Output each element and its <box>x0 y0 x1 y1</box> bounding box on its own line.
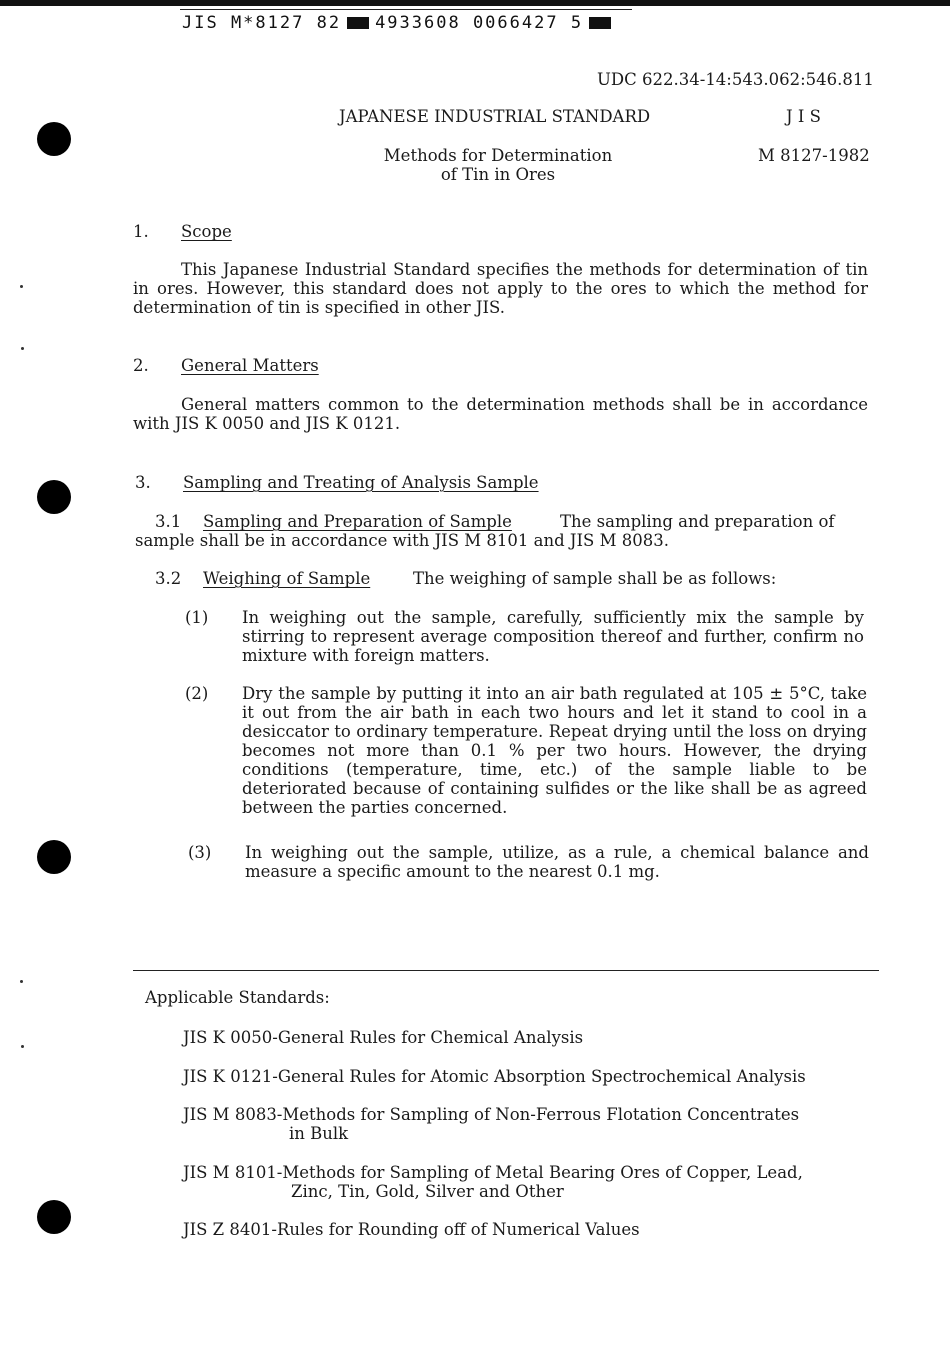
doc-title-line2: of Tin in Ores <box>440 165 556 184</box>
section-heading-general: General Matters <box>181 356 319 375</box>
scan-speck <box>20 285 23 288</box>
subsection-number: 3.2 <box>155 569 182 588</box>
section-number: 3. <box>135 473 151 492</box>
scan-top-edge <box>0 0 950 6</box>
standard-org: JAPANESE INDUSTRIAL STANDARD <box>339 107 651 126</box>
udc-number: UDC 622.34-14:543.062:546.811 <box>597 70 874 89</box>
section-number: 2. <box>133 356 149 375</box>
list-item-label: (1) <box>185 608 209 627</box>
punch-hole-icon <box>37 840 71 874</box>
punch-hole-icon <box>37 122 71 156</box>
list-item-label: (2) <box>185 684 209 703</box>
list-item-text: In weighing out the sample, carefully, sufficiently mix the sample by stirring to represent average composition thereof and further, confirm no mixture with foreign matters. <box>242 608 864 665</box>
punch-hole-icon <box>37 480 71 514</box>
section-body-scope: This Japanese Industrial Standard specifies the methods for determination of tin in ores. However, this standard does not apply to the ores to which the method for determination of tin is specified in other JIS. <box>133 260 868 317</box>
header-code-strip <box>182 14 617 33</box>
doc-title-line1: Methods for Determination <box>383 146 613 165</box>
subsection-number: 3.1 <box>155 512 182 531</box>
applicable-ref-cont: Zinc, Tin, Gold, Silver and Other <box>291 1182 564 1201</box>
scan-speck <box>21 347 24 350</box>
subsection-text: The sampling and preparation of <box>560 512 835 531</box>
header-code-left: JIS M*8127 82 <box>182 13 342 33</box>
header-code-mid: 4933608 0066427 5 <box>375 13 584 33</box>
doc-title <box>340 146 656 184</box>
list-item-text: Dry the sample by putting it into an air bath regulated at 105 ± 5°C, take it out from the air bath in each two hours and let it stand to cool in a desiccator to ordinary temperature. Repeat drying until the loss on drying becomes not more than 0.1 % per two hours. However, the drying conditions (temperature, time, etc.) of the sample liable to be deteriorated because of containing sulfides or the like shall be as agreed between the parties concerned. <box>242 684 867 817</box>
jis-mark: J I S <box>786 107 821 126</box>
footnote-divider <box>133 970 879 971</box>
list-item-label: (3) <box>188 843 212 862</box>
subsection-heading: Sampling and Preparation of Sample <box>203 512 512 531</box>
scan-speck <box>21 1045 24 1048</box>
applicable-heading: Applicable Standards: <box>145 988 330 1007</box>
list-item-text: In weighing out the sample, utilize, as a rule, a chemical balance and measure a specific amount to the nearest 0.1 mg. <box>245 843 869 881</box>
subsection-text-cont: sample shall be in accordance with JIS M 8101 and JIS M 8083. <box>135 531 669 550</box>
punch-hole-icon <box>37 1200 71 1234</box>
section-body-general: General matters common to the determination methods shall be in accordance with JIS K 0050 and JIS K 0121. <box>133 395 868 433</box>
applicable-ref: JIS K 0121-General Rules for Atomic Absorption Spectrochemical Analysis <box>183 1067 806 1086</box>
barcode-block-icon <box>589 17 611 29</box>
barcode-block-icon <box>347 17 369 29</box>
section-heading-scope: Scope <box>181 222 232 241</box>
section-heading-sampling: Sampling and Treating of Analysis Sample <box>183 473 539 492</box>
subsection-text: The weighing of sample shall be as follows: <box>413 569 777 588</box>
header-code-rule <box>180 9 632 10</box>
applicable-ref: JIS M 8101-Methods for Sampling of Metal Bearing Ores of Copper, Lead, <box>183 1163 803 1182</box>
applicable-ref: JIS Z 8401-Rules for Rounding off of Numerical Values <box>183 1220 640 1239</box>
applicable-ref: JIS K 0050-General Rules for Chemical Analysis <box>183 1028 584 1047</box>
applicable-ref-cont: in Bulk <box>289 1124 349 1143</box>
subsection-heading: Weighing of Sample <box>203 569 371 588</box>
standard-number: M 8127-1982 <box>758 146 870 165</box>
scan-speck <box>20 980 23 983</box>
applicable-ref: JIS M 8083-Methods for Sampling of Non-Ferrous Flotation Concentrates <box>183 1105 800 1124</box>
section-number: 1. <box>133 222 149 241</box>
